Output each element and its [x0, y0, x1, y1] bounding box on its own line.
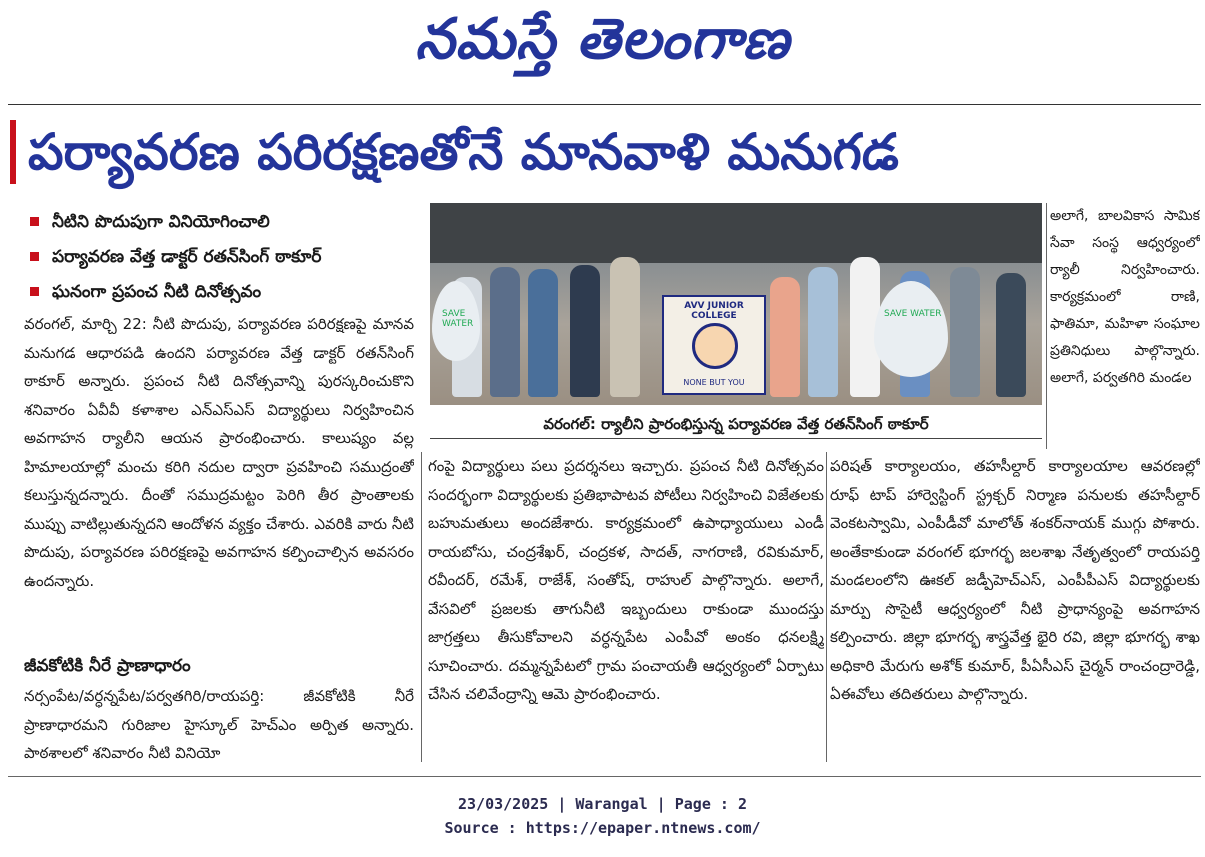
article-column-1-continued [24, 682, 414, 772]
photo-person [570, 265, 600, 397]
photo-person [528, 269, 558, 397]
news-photo [430, 203, 1042, 405]
photo-caption: వరంగల్: ర్యాలీని ప్రారంభిస్తున్న పర్యావరణ వేత్త రతన్‌సింగ్ ఠాకూర్ [430, 410, 1042, 439]
article-column-4 [1050, 203, 1200, 449]
article-paragraph: వరంగల్, మార్చి 22: నీటి పొదుపు, పర్యావరణ పరిరక్షణపై మానవ మనుగడ ఆధారపడి ఉందని పర్యావరణ వేత్త డాక్టర్ రతన్‌సింగ్ ఠాకూర్ అన్నారు. ప్రపంచ నీటి దినోత్సవాన్ని పురస్కరించుకొని శనివారం ఏవీవీ కళాశాల ఎన్‌ఎస్‌ఎస్ విద్యార్థులు నిర్వహించిన అవగాహన ర్యాలీని ఆయన ప్రారంభించారు. కాలుష్యం వల్ల హిమాలయాల్లో మంచు కరిగి నదుల ద్వారా ప్రవహించి సముద్రంతో కలుస్తున్నదన్నారు. దీంతో సముద్రమట్టం పెరిగి తీర ప్రాంతాలకు ముప్పు వాటిల్లుతున్నదని ఆందోళన వ్యక్తం చేశారు. ఎవరికి వారు నీటి పొదుపు, పర్యావరణ పరిరక్షణపై అవగాహన కల్పించాల్సిన అవసరం ఉందన్నారు. [24, 315, 414, 590]
article-paragraph: అలాగే, బాలవికాస సామిక సేవా సంస్థ ఆధ్వర్యంలో ర్యాలీ నిర్వహించారు. కార్యక్రమంలో రాణి, ఫాతిమా, మహిళా సంఘాల ప్రతినిధులు పాల్గొన్నారు. అలాగే, పర్వతగిరి మండల [1050, 208, 1200, 386]
article-column-2 [428, 452, 824, 760]
photo-person [770, 277, 800, 397]
article-subheading: జీవకోటికి నీరే ప్రాణాధారం [24, 656, 191, 676]
photo-background-building [430, 203, 1042, 263]
photo-person [996, 273, 1026, 397]
footer-source-line: Source : https://epaper.ntnews.com/ [444, 819, 761, 837]
highlight-item: ఘనంగా ప్రపంచ నీటి దినోత్సవం [28, 276, 428, 311]
photo-person [490, 267, 520, 397]
article-column-3 [830, 452, 1200, 760]
article-paragraph: పరిషత్ కార్యాలయం, తహసీల్దార్ కార్యాలయాల ఆవరణల్లో రూఫ్ టాప్ హార్వెస్టింగ్ స్ట్రక్చర్ నిర్మాణ పనులకు తహసీల్దార్ వెంకటస్వామి, ఎంపీడీవో మాలోత్ శంకర్‌నాయక్ ముగ్గు పోశారు. అంతేకాకుండా వరంగల్ భూగర్భ జలశాఖ నేతృత్వంలో రాయపర్తి మండలంలోని ఊకల్ జడ్పీహెచ్‌ఎస్, ఎంపీపీఎస్ విద్యార్థులకు మార్పు సొసైటీ ఆధ్వర్యంలో నీటి ప్రాధాన్యంపై అవగాహన కల్పించారు. జిల్లా భూగర్భ శాస్త్రవేత్త భైరి రవి, జిల్లా భూగర్భ శాఖ అధికారి మేరుగు అశోక్ కుమార్, పీఏసీఎస్ చైర్మన్ రాంచంద్రారెడ్డి, ఏఈవోలు తదితరులు పాల్గొన్నారు. [830, 457, 1200, 703]
footer-date-line: 23/03/2025 | Warangal | Page : 2 [458, 795, 747, 813]
water-drop-sign: SAVE WATER [874, 281, 948, 377]
photo-person [808, 267, 838, 397]
highlight-list [28, 206, 428, 311]
article-paragraph: గంపై విద్యార్థులు పలు ప్రదర్శనలు ఇచ్చారు. ప్రపంచ నీటి దినోత్సవం సందర్భంగా విద్యార్థులకు ప్రతిభాపాటవ పోటీలు నిర్వహించి విజేతలకు బహుమతులు అందజేశారు. కార్యక్రమంలో ఉపాధ్యాయులు ఎండీ రాయబోసు, చంద్రశేఖర్, చంద్రకళ, సాదత్, నాగరాణి, రవికుమార్, రవీందర్, రమేశ్, రాజేశ్, సంతోష్, రాహుల్ పాల్గొన్నారు. అలాగే, వేసవిలో ప్రజలకు తాగునీటి ఇబ్బందులు రాకుండా ముందస్తు జాగ్రత్తలు తీసుకోవాలని వర్ధన్నపేట ఎంపీవో అంకం ధనలక్ష్మి సూచించారు. దమ్మన్నపేటలో గ్రామ పంచాయతీ ఆధ్వర్యంలో ఏర్పాటు చేసిన చలివేంద్రాన్ని ఆమె ప్రారంభించారు. [428, 457, 824, 703]
highlight-item: పర్యావరణ వేత్త డాక్టర్ రతన్‌సింగ్ ఠాకూర్ [28, 241, 428, 276]
water-drop-sign: SAVE WATER [432, 281, 480, 361]
column-divider [421, 452, 422, 762]
footer-divider [8, 776, 1201, 777]
column-divider [826, 452, 827, 762]
masthead [0, 0, 1205, 80]
banner-text: AVV JUNIOR COLLEGE [684, 301, 744, 321]
headline-accent-bar [10, 120, 16, 184]
header-divider [8, 104, 1201, 105]
highlight-item: నీటిని పొదుపుగా వినియోగించాలి [28, 206, 428, 241]
article-headline: పర్యావరణ పరిరక్షణతోనే మానవాళి మనుగడ [28, 123, 899, 181]
article-column-1 [24, 310, 414, 650]
article-paragraph: నర్సంపేట/వర్ధన్నపేట/పర్వతగిరి/రాయపర్తి: జీవకోటికి నీరే ప్రాణాధారమని గురిజాల హైస్కూల్ హెచ్‌ఎం అర్పిత అన్నారు. పాఠశాలలో శనివారం నీటి వినియో [24, 687, 414, 762]
college-seal-icon [692, 323, 738, 369]
column-divider [1046, 203, 1047, 449]
newspaper-title: నమస్తే తెలంగాణ [415, 6, 790, 72]
college-banner [662, 295, 766, 395]
photo-person [610, 257, 640, 397]
photo-person [950, 267, 980, 397]
banner-motto: NONE BUT YOU [683, 378, 745, 387]
